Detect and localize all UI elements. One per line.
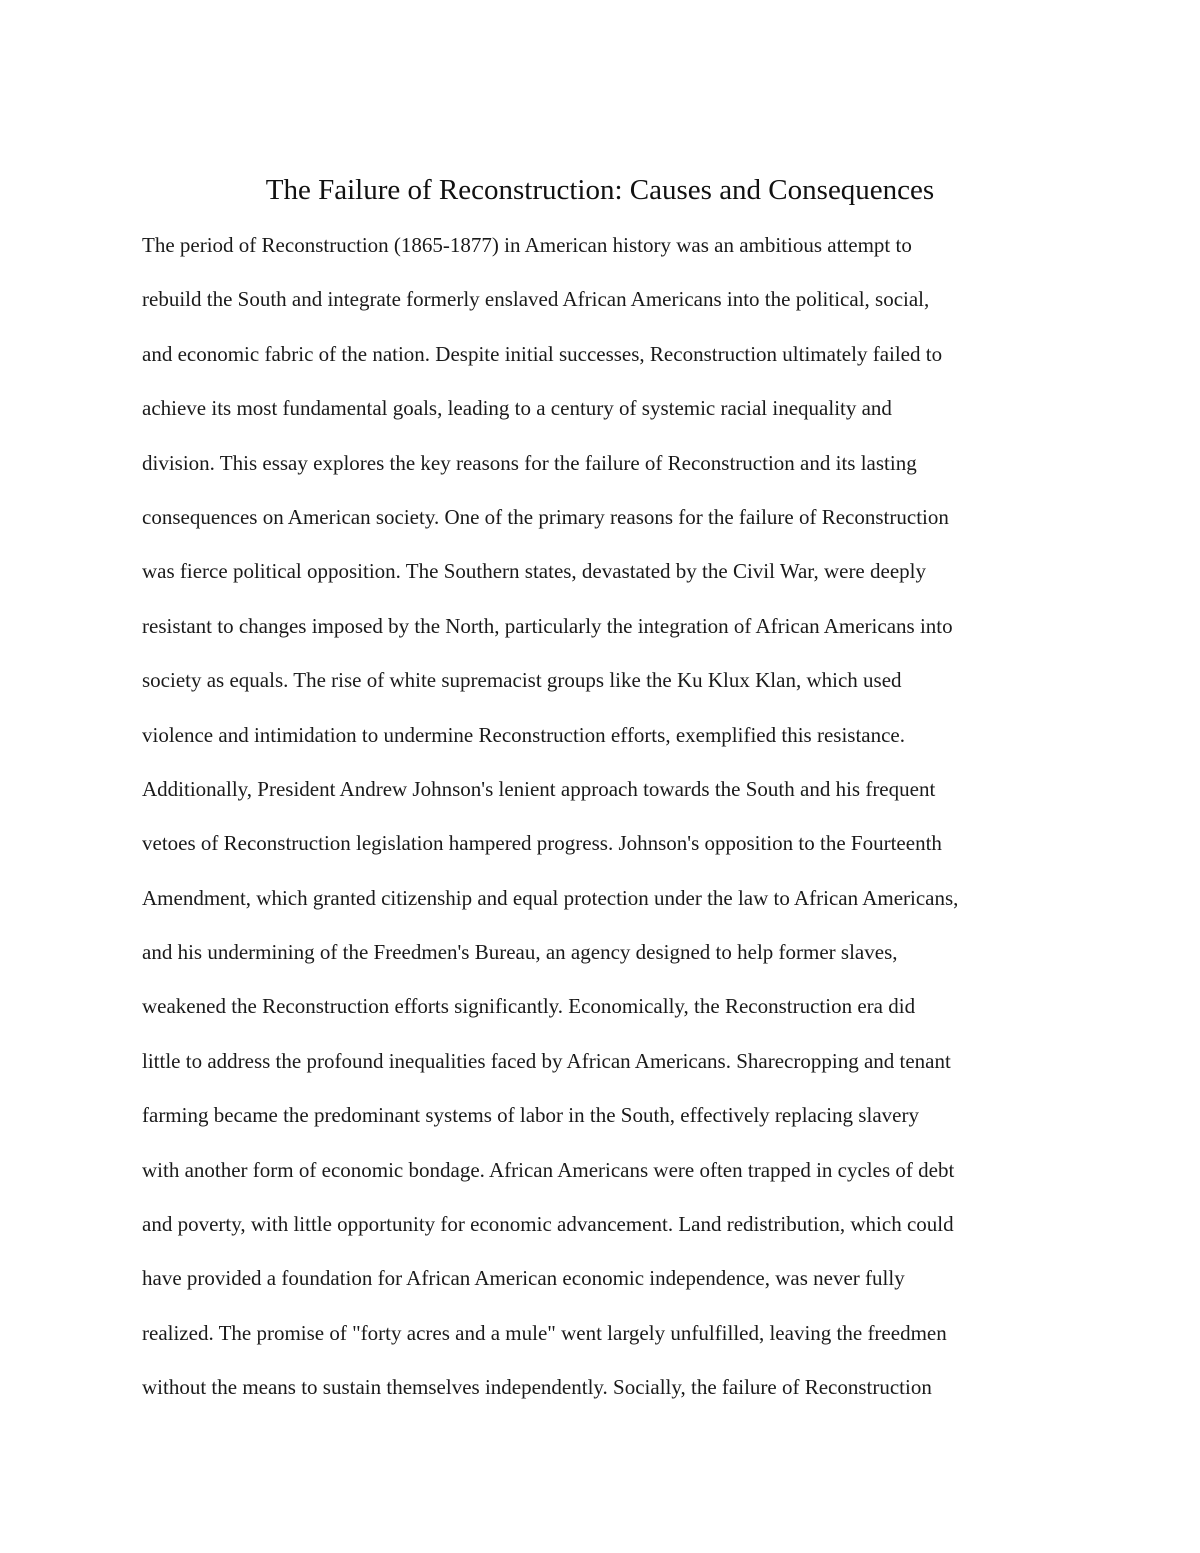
text-line: Amendment, which granted citizenship and equal protection under the law to African Americans,: [142, 885, 959, 910]
text-line: with another form of economic bondage. African Americans were often trapped in cycles of debt: [142, 1157, 955, 1182]
text-line: vetoes of Reconstruction legislation hampered progress. Johnson's opposition to the Fourteenth: [142, 831, 942, 856]
text-line: weakened the Reconstruction efforts significantly. Economically, the Reconstruction era did: [142, 994, 916, 1019]
text-line: without the means to sustain themselves independently. Socially, the failure of Reconstruction: [142, 1375, 932, 1400]
essay-body: [142, 218, 1082, 1415]
text-line: Additionally, President Andrew Johnson's lenient approach towards the South and his frequent: [142, 776, 936, 801]
text-line: and economic fabric of the nation. Despite initial successes, Reconstruction ultimately failed to: [142, 341, 943, 366]
text-line: farming became the predominant systems of labor in the South, effectively replacing slavery: [142, 1103, 919, 1128]
text-line: realized. The promise of "forty acres and a mule" went largely unfulfilled, leaving the freedmen: [142, 1320, 947, 1345]
text-line: achieve its most fundamental goals, leading to a century of systemic racial inequality and: [142, 396, 892, 421]
text-line: was fierce political opposition. The Southern states, devastated by the Civil War, were deeply: [142, 559, 926, 584]
text-line: society as equals. The rise of white supremacist groups like the Ku Klux Klan, which used: [142, 668, 902, 693]
text-line: consequences on American society. One of the primary reasons for the failure of Reconstruction: [142, 504, 949, 529]
document-title: The Failure of Reconstruction: Causes and Consequences: [265, 174, 935, 206]
text-line: and his undermining of the Freedmen's Bureau, an agency designed to help former slaves,: [142, 940, 898, 965]
text-line: The period of Reconstruction (1865-1877) in American history was an ambitious attempt to: [142, 233, 912, 257]
text-line: little to address the profound inequalities faced by African Americans. Sharecropping and tenant: [142, 1048, 951, 1073]
text-line: and poverty, with little opportunity for economic advancement. Land redistribution, which could: [142, 1212, 954, 1237]
text-line: division. This essay explores the key reasons for the failure of Reconstruction and its lasting: [142, 450, 917, 475]
text-line: rebuild the South and integrate formerly enslaved African Americans into the political, social,: [142, 287, 930, 312]
text-line: resistant to changes imposed by the North, particularly the integration of African Americans into: [142, 613, 953, 638]
text-line: have provided a foundation for African American economic independence, was never fully: [142, 1266, 905, 1291]
text-line: violence and intimidation to undermine Reconstruction efforts, exemplified this resistance.: [142, 722, 905, 747]
